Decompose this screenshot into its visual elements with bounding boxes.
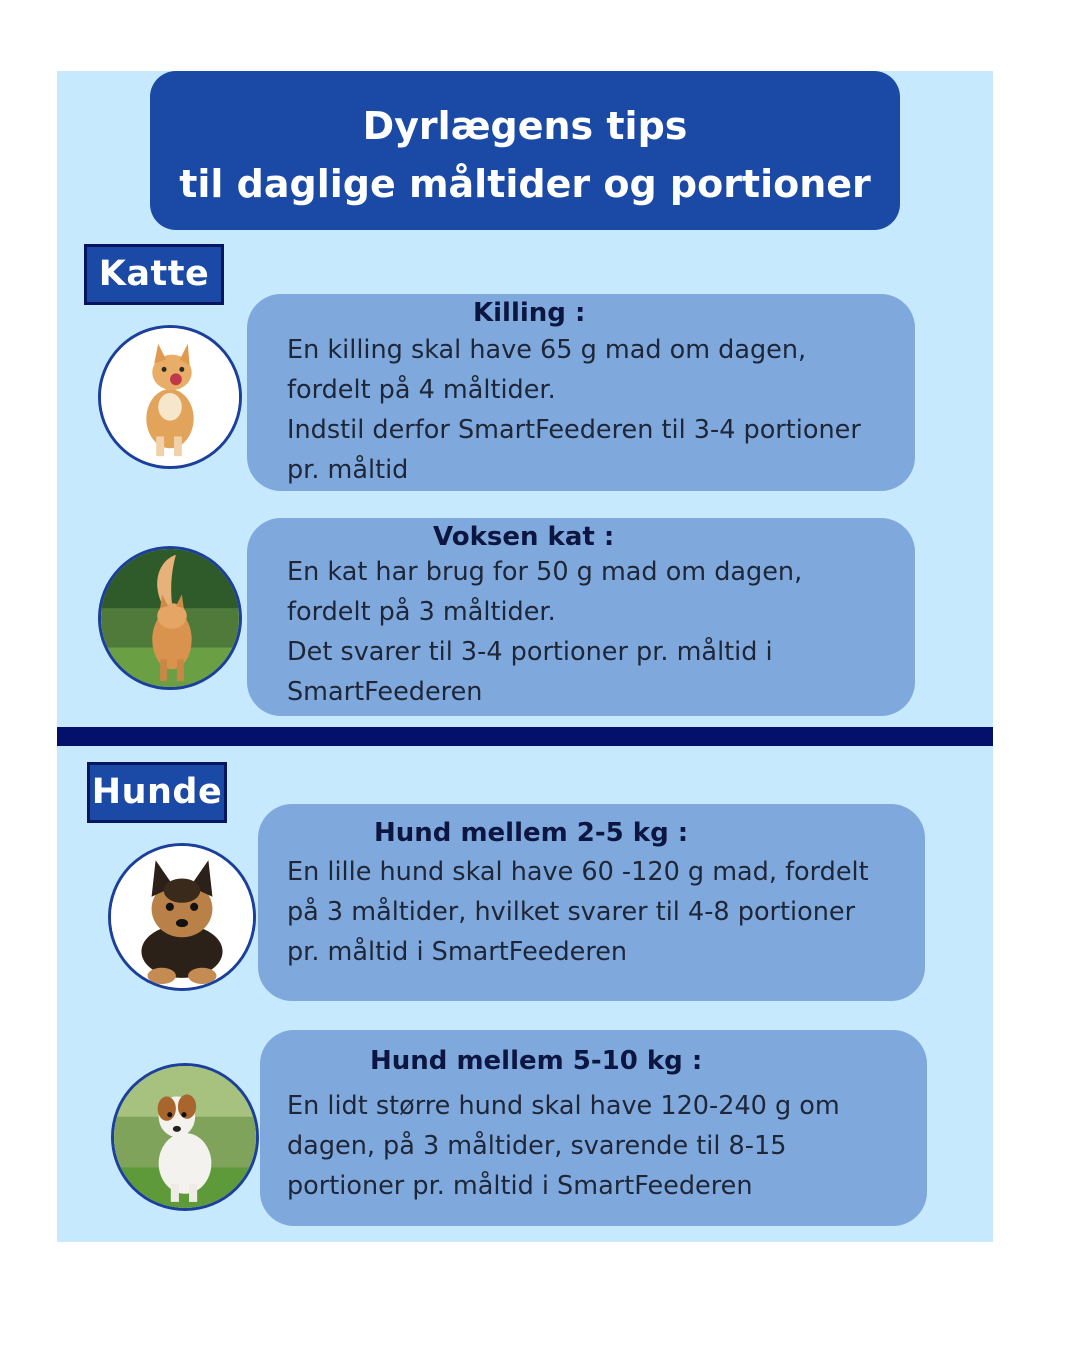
small-dog-photo [108, 843, 256, 991]
adult-cat-photo [98, 546, 242, 690]
section-label-dogs: Hunde [87, 762, 227, 823]
medium-dog-icon [114, 1066, 256, 1208]
medium-dog-photo [111, 1063, 259, 1211]
card-text: En kat har brug for 50 g mad om dagen, fordelt på 3 måltider. Det svarer til 3-4 portioner pr. måltid i SmartFeederen [287, 557, 803, 707]
card-text: En killing skal have 65 g mad om dagen, fordelt på 4 måltider. Indstil derfor SmartFeederen til 3-4 portioner pr. måltid [287, 335, 861, 485]
card-dog-5-10kg [260, 1030, 927, 1226]
card-dog-2-5kg [258, 804, 925, 1001]
title-line-2: til daglige måltider og portioner [179, 162, 871, 206]
card-kitten [247, 294, 915, 491]
title-line-1: Dyrlægens tips [362, 104, 688, 148]
card-heading: Voksen kat : [433, 522, 615, 552]
card-heading: Killing : [473, 298, 586, 328]
card-text: En lille hund skal have 60 -120 g mad, fordelt på 3 måltider, hvilket svarer til 4-8 portioner pr. måltid i SmartFeederen [287, 857, 869, 967]
card-text: En lidt større hund skal have 120-240 g om dagen, på 3 måltider, svarende til 8-15 portioner pr. måltid i SmartFeederen [287, 1091, 840, 1201]
section-divider [57, 727, 993, 746]
card-heading: Hund mellem 5-10 kg : [370, 1046, 703, 1076]
title-banner [150, 71, 900, 230]
kitten-icon [101, 328, 239, 466]
small-dog-icon [111, 846, 253, 988]
section-label-cats: Katte [84, 244, 224, 305]
adult-cat-icon [101, 549, 239, 687]
card-heading: Hund mellem 2-5 kg : [374, 818, 689, 848]
card-adult-cat [247, 518, 915, 716]
kitten-photo [98, 325, 242, 469]
